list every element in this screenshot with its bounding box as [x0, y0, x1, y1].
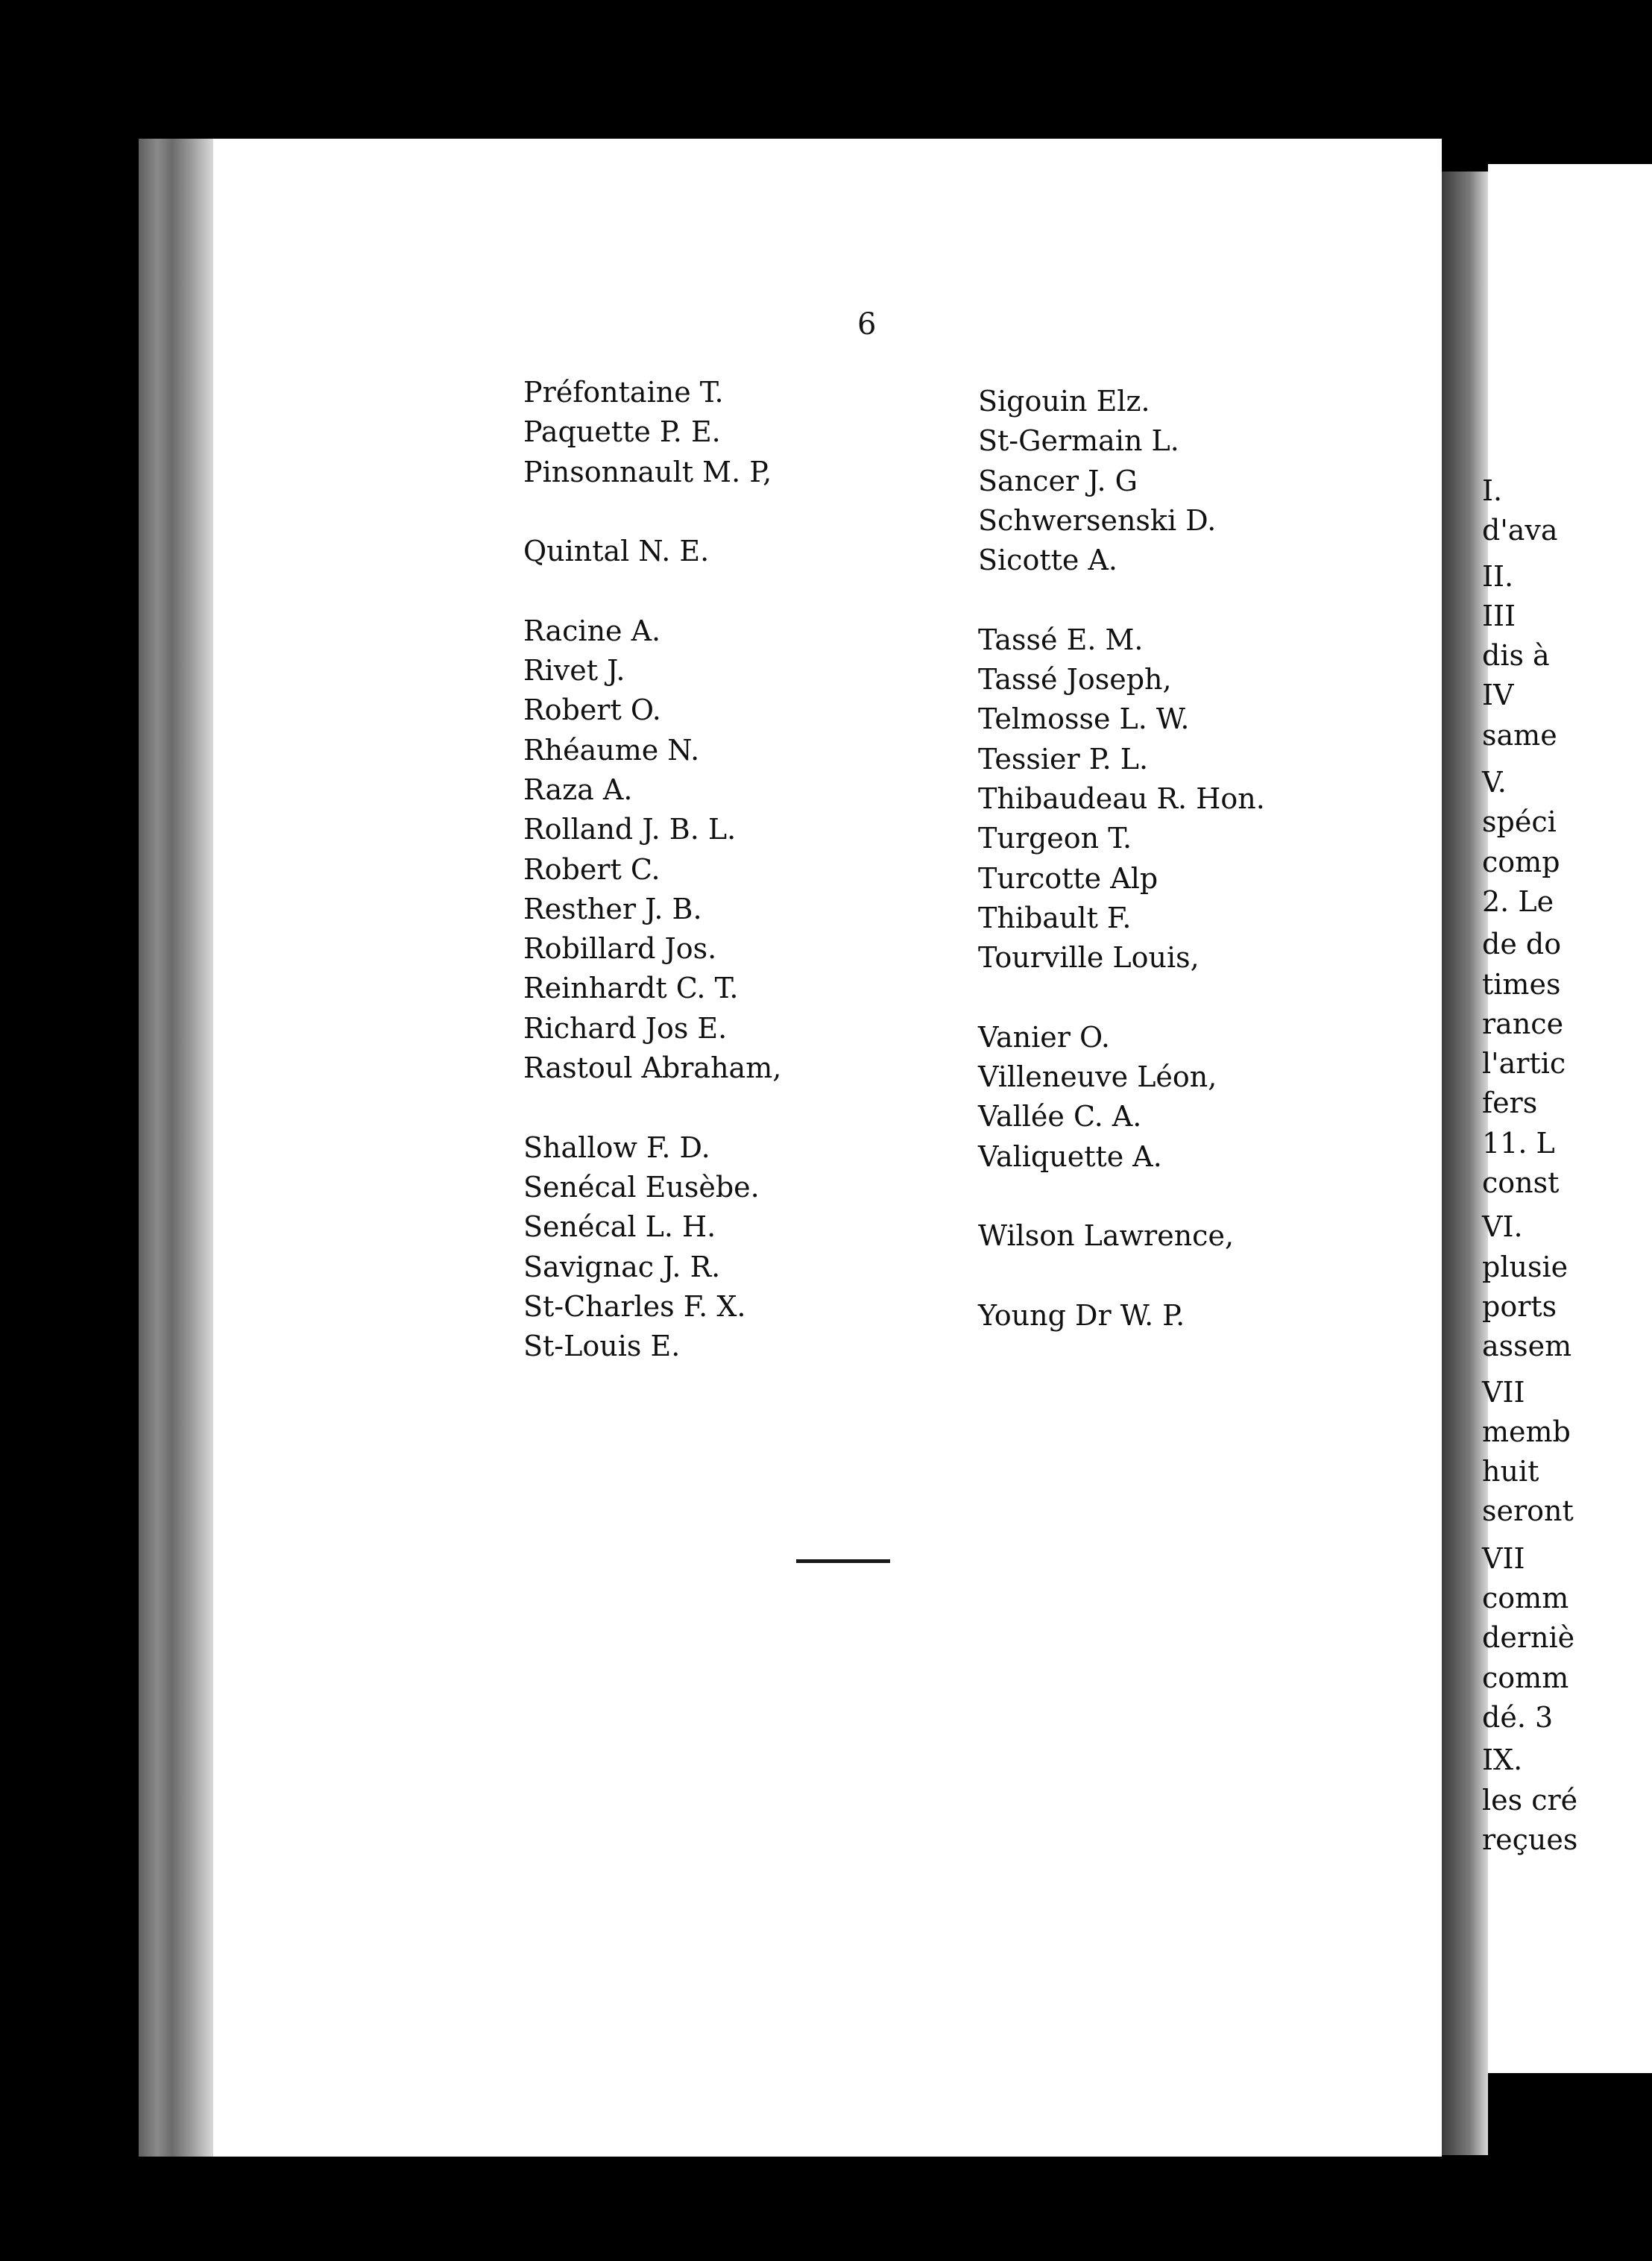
facing-page-line: plusie — [1482, 1250, 1569, 1283]
name-entry: Resther J. B. — [523, 892, 702, 925]
name-entry: Robert C. — [523, 852, 661, 886]
name-entry: Tassé Joseph, — [978, 663, 1172, 696]
name-entry: Turcotte Alp — [978, 861, 1158, 895]
facing-page-line: comp — [1482, 845, 1560, 878]
name-entry: Rivet J. — [523, 654, 625, 688]
name-entry: Sancer J. G — [978, 464, 1138, 497]
name-entry: Reinhardt C. T. — [523, 972, 739, 1005]
facing-page-line: l'artic — [1482, 1047, 1566, 1081]
facing-page-line: VII — [1482, 1541, 1525, 1575]
facing-page-line: dis à — [1482, 639, 1550, 673]
facing-page-line: IX. — [1482, 1743, 1523, 1777]
facing-page-line: seront — [1482, 1494, 1574, 1528]
list-spacer — [978, 978, 1265, 1017]
list-spacer — [978, 580, 1265, 620]
facing-page-line: comm — [1482, 1582, 1569, 1615]
facing-page-line: de do — [1482, 928, 1562, 961]
facing-page-line: same — [1482, 718, 1557, 752]
facing-page-line: reçues — [1482, 1823, 1578, 1856]
facing-page-line: derniè — [1482, 1621, 1575, 1655]
name-entry: Sicotte A. — [978, 544, 1117, 577]
book-spine-edge — [139, 139, 213, 2157]
facing-page-line: const — [1482, 1166, 1560, 1200]
name-entry: Tassé E. M. — [978, 623, 1144, 656]
name-entry: Senécal L. H. — [523, 1210, 716, 1244]
facing-page-line: 2. Le — [1482, 884, 1554, 918]
facing-page-line: ports — [1482, 1289, 1557, 1323]
name-entry: Vallée C. A. — [978, 1100, 1142, 1133]
facing-page-line: spéci — [1482, 805, 1557, 839]
name-entry: Rhéaume N. — [523, 733, 700, 767]
name-list-right-column — [978, 382, 1265, 1336]
name-entry: Turgeon T. — [978, 822, 1132, 855]
facing-page-line: 11. L — [1482, 1126, 1555, 1160]
facing-page-line: dé. 3 — [1482, 1700, 1554, 1734]
facing-page-text — [1482, 471, 1577, 1860]
facing-page-line: V. — [1482, 766, 1507, 799]
page-number: 6 — [857, 307, 877, 342]
facing-page-line: times — [1482, 967, 1561, 1001]
name-entry: Wilson Lawrence, — [978, 1219, 1235, 1253]
name-entry: Vanier O. — [978, 1020, 1110, 1054]
name-entry: Tourville Louis, — [978, 941, 1199, 975]
name-entry: Pinsonnault M. P, — [523, 455, 772, 488]
name-entry: Telmosse L. W. — [978, 702, 1190, 736]
facing-page-line: rance — [1482, 1007, 1564, 1040]
list-spacer — [523, 571, 781, 611]
end-rule-divider — [796, 1559, 890, 1563]
list-spacer — [978, 1177, 1265, 1216]
facing-page-line: les cré — [1482, 1783, 1578, 1817]
name-entry: St-Louis E. — [523, 1330, 681, 1363]
facing-page-line: III — [1482, 599, 1516, 632]
name-entry: Senécal Eusèbe. — [523, 1170, 760, 1204]
name-entry: Robert O. — [523, 694, 661, 727]
facing-page — [1482, 164, 1652, 2073]
name-entry: Richard Jos E. — [523, 1011, 728, 1045]
facing-page-line: memb — [1482, 1415, 1571, 1448]
name-entry: St-Germain L. — [978, 424, 1179, 458]
name-entry: Savignac J. R. — [523, 1250, 721, 1283]
facing-page-line: I. — [1482, 474, 1503, 507]
name-entry: Préfontaine T. — [523, 376, 724, 409]
facing-page-line: VI. — [1482, 1210, 1523, 1244]
facing-page-line: d'ava — [1482, 514, 1558, 547]
name-entry: Quintal N. E. — [523, 535, 710, 568]
name-entry: Shallow F. D. — [523, 1130, 710, 1164]
name-entry: Valiquette A. — [978, 1139, 1162, 1173]
name-entry: Tessier P. L. — [978, 742, 1149, 776]
name-entry: Young Dr W. P. — [978, 1298, 1185, 1332]
name-entry: Rastoul Abraham, — [523, 1051, 782, 1085]
list-spacer — [523, 1088, 781, 1128]
list-spacer — [523, 492, 781, 532]
name-entry: St-Charles F. X. — [523, 1289, 746, 1323]
name-entry: Sigouin Elz. — [978, 385, 1150, 418]
name-list-left-column — [523, 373, 781, 1366]
name-entry: Robillard Jos. — [523, 932, 717, 966]
facing-page-line: II. — [1482, 559, 1514, 593]
name-entry: Schwersenski D. — [978, 503, 1217, 537]
facing-page-line: comm — [1482, 1661, 1569, 1694]
facing-page-line: assem — [1482, 1330, 1572, 1363]
facing-page-gutter — [1442, 172, 1488, 2155]
name-entry: Racine A. — [523, 614, 661, 647]
facing-page-line: huit — [1482, 1455, 1539, 1488]
name-entry: Paquette P. E. — [523, 415, 721, 449]
list-spacer — [978, 1257, 1265, 1296]
facing-page-line: VII — [1482, 1375, 1525, 1409]
facing-page-line: IV — [1482, 679, 1514, 712]
name-entry: Thibault F. — [978, 901, 1132, 934]
name-entry: Rolland J. B. L. — [523, 813, 737, 846]
name-entry: Raza A. — [523, 773, 633, 806]
name-entry: Thibaudeau R. Hon. — [978, 782, 1265, 815]
name-entry: Villeneuve Léon, — [978, 1060, 1217, 1094]
facing-page-line: fers — [1482, 1087, 1538, 1120]
